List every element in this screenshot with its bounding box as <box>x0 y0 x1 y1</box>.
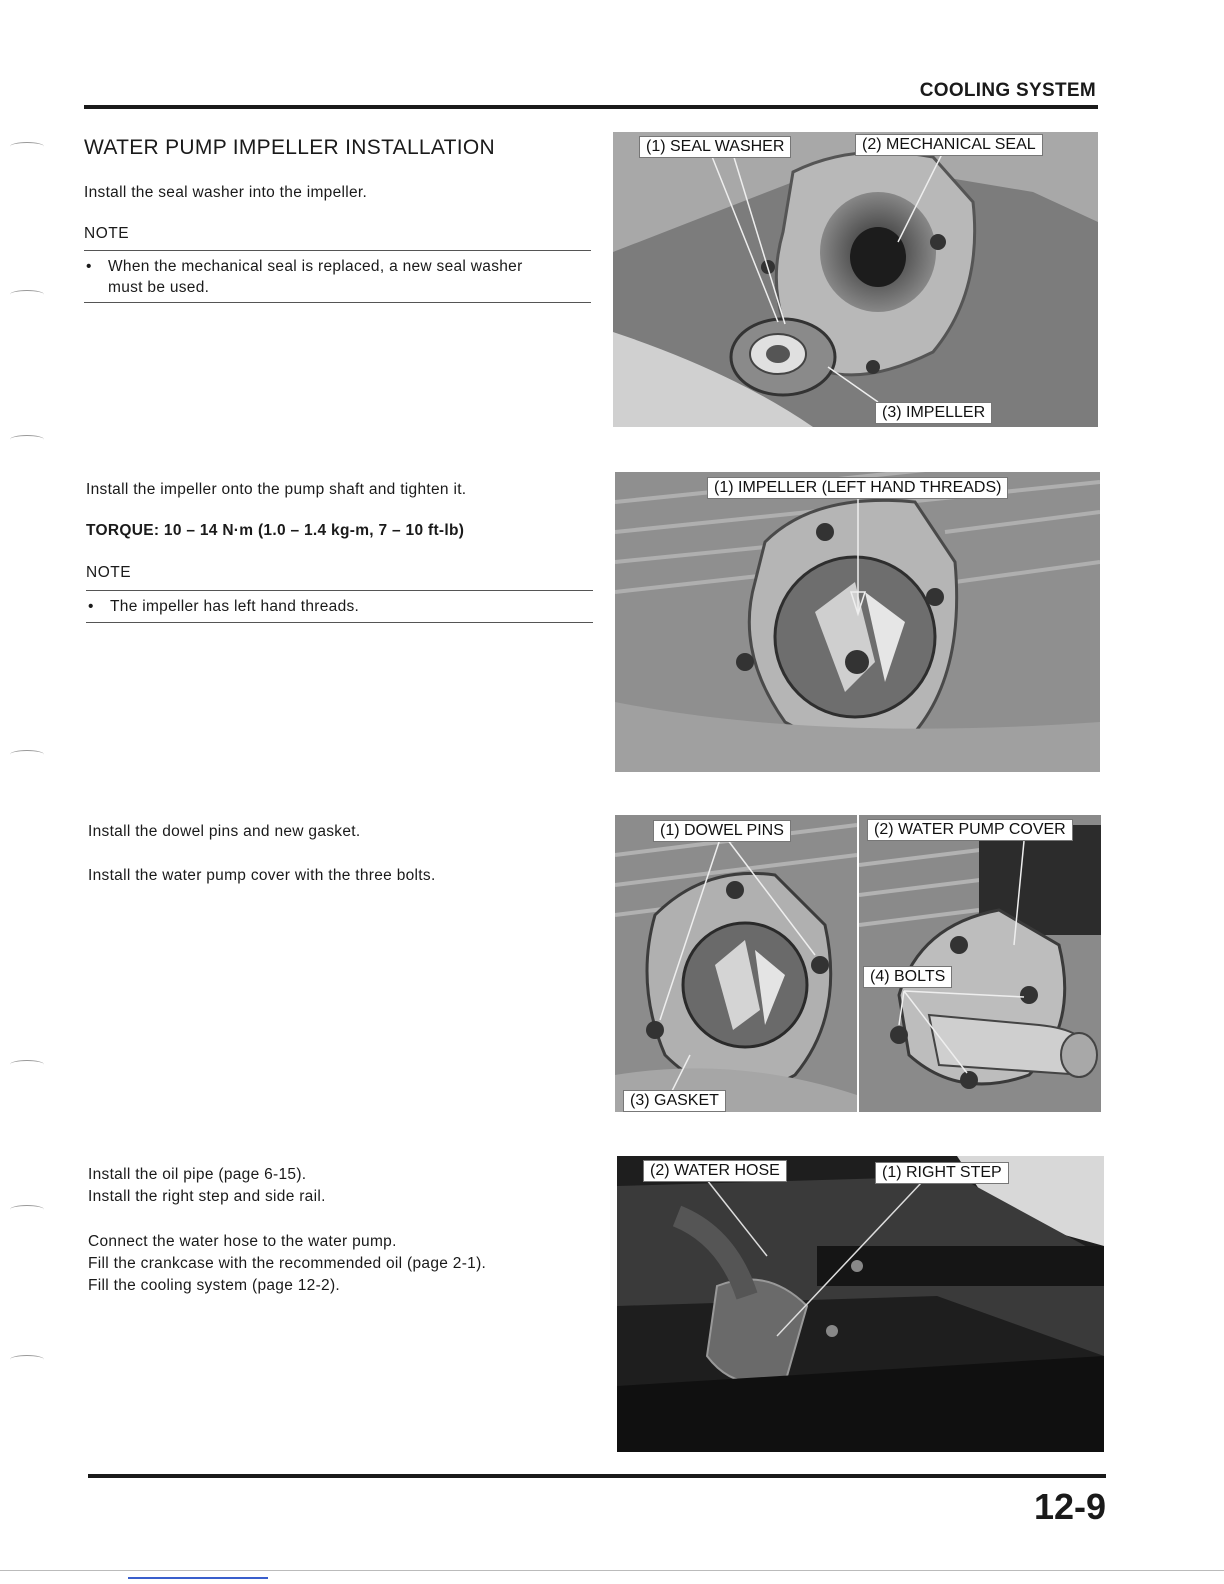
edge-mark <box>10 1355 44 1364</box>
note-label: NOTE <box>86 564 132 581</box>
note-item <box>88 596 593 617</box>
callout-label: (3) GASKET <box>623 1090 726 1112</box>
note-item <box>86 256 594 298</box>
callout-label: (2) WATER PUMP COVER <box>867 819 1073 841</box>
bottom-scan-edge <box>0 1570 1224 1571</box>
header-rule <box>84 105 1098 109</box>
bullet: • <box>88 598 94 615</box>
instruction-text: Install the impeller onto the pump shaft and tighten it. <box>86 481 467 498</box>
callout-label: (1) IMPELLER (LEFT HAND THREADS) <box>707 477 1008 499</box>
callout-label: (4) BOLTS <box>863 966 952 988</box>
note-rule-top <box>86 590 593 591</box>
note-rule-bottom <box>84 302 591 303</box>
instruction-text: Install the right step and side rail. <box>88 1188 326 1205</box>
torque-spec: TORQUE: 10 – 14 N·m (1.0 – 1.4 kg-m, 7 – 10 ft-lb) <box>86 522 465 539</box>
edge-mark <box>10 1060 44 1069</box>
edge-mark <box>10 290 44 299</box>
photo-impeller <box>615 472 1100 772</box>
instruction-text: Install the dowel pins and new gasket. <box>88 823 361 840</box>
callout-label: (1) DOWEL PINS <box>653 820 791 842</box>
note-text: When the mechanical seal is replaced, a new seal washer <box>108 258 523 275</box>
instruction-text: Fill the crankcase with the recommended oil (page 2-1). <box>88 1255 487 1272</box>
scan-artifact-line <box>128 1577 268 1579</box>
note-rule-bottom <box>86 622 593 623</box>
photo-water-hose <box>617 1156 1104 1452</box>
callout-label: (1) RIGHT STEP <box>875 1162 1009 1184</box>
photo-seal-washer <box>613 132 1098 427</box>
photo-dowel-pins <box>615 815 857 1112</box>
instruction-text: Fill the cooling system (page 12-2). <box>88 1277 341 1294</box>
note-label: NOTE <box>84 225 130 242</box>
note-text: must be used. <box>108 279 210 296</box>
callout-label: (3) IMPELLER <box>875 402 992 424</box>
page-number: 12-9 <box>1033 1486 1106 1527</box>
instruction-text: Connect the water hose to the water pump. <box>88 1233 397 1250</box>
photo-water-pump-cover <box>859 815 1101 1112</box>
section-header: COOLING SYSTEM <box>919 80 1096 101</box>
edge-mark <box>10 1205 44 1214</box>
edge-mark <box>10 750 44 759</box>
callout-label: (2) MECHANICAL SEAL <box>855 134 1043 156</box>
instruction-text: Install the seal washer into the impeller. <box>84 184 368 201</box>
note-text: The impeller has left hand threads. <box>110 598 360 615</box>
note-rule-top <box>84 250 591 251</box>
instruction-text: Install the oil pipe (page 6-15). <box>88 1166 307 1183</box>
callout-label: (2) WATER HOSE <box>643 1160 787 1182</box>
instruction-text: Install the water pump cover with the three bolts. <box>88 867 436 884</box>
edge-mark <box>10 142 44 151</box>
footer-rule <box>88 1474 1106 1478</box>
bullet: • <box>86 258 92 275</box>
callout-label: (1) SEAL WASHER <box>639 136 791 158</box>
section-title: WATER PUMP IMPELLER INSTALLATION <box>84 136 496 159</box>
edge-mark <box>10 435 44 444</box>
